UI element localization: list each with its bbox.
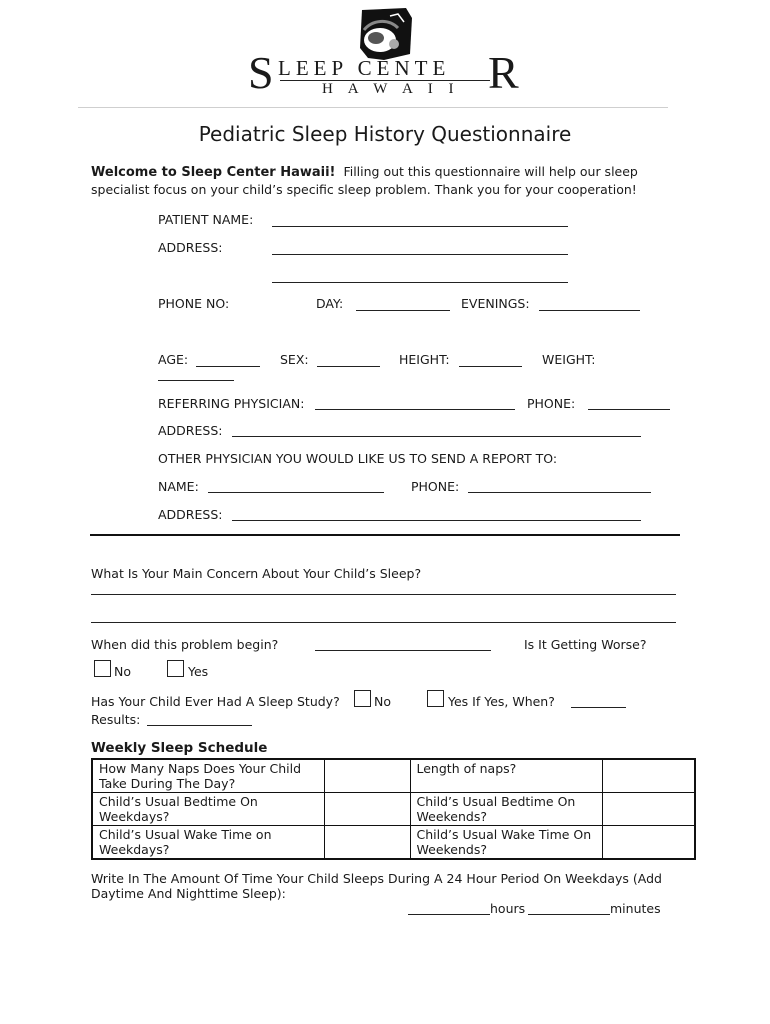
physician-address-label: ADDRESS:	[158, 423, 223, 438]
logo-small-text: LEEP CENTE	[278, 56, 451, 80]
referring-physician-field[interactable]	[315, 409, 515, 410]
physician-address-field[interactable]	[232, 436, 641, 437]
intro-bold: Welcome to Sleep Center Hawaii!	[91, 165, 336, 180]
results-label: Results:	[91, 712, 141, 727]
schedule-input-cell[interactable]	[324, 759, 410, 793]
phone-no-label: PHONE NO:	[158, 296, 230, 311]
other-physician-label: OTHER PHYSICIAN YOU WOULD LIKE US TO SEND A REPORT TO:	[158, 451, 558, 466]
schedule-label-cell: Child’s Usual Wake Time On Weekends?	[410, 826, 602, 860]
referring-physician-label: REFERRING PHYSICIAN:	[158, 396, 305, 411]
day-phone-field[interactable]	[356, 310, 450, 311]
height-field[interactable]	[459, 366, 522, 367]
schedule-label-cell: Child’s Usual Wake Time on Weekdays?	[92, 826, 324, 860]
age-label: AGE:	[158, 352, 189, 367]
schedule-label-cell: How Many Naps Does Your Child Take During The Day?	[92, 759, 324, 793]
study-when-field[interactable]	[571, 707, 626, 708]
referring-phone-label: PHONE:	[527, 396, 576, 411]
other-phone-label: PHONE:	[411, 479, 460, 494]
schedule-heading: Weekly Sleep Schedule	[91, 740, 268, 756]
table-row	[92, 759, 695, 793]
schedule-label-cell: Child’s Usual Bedtime On Weekdays?	[92, 793, 324, 826]
other-address-field[interactable]	[232, 520, 641, 521]
weight-label: WEIGHT:	[542, 352, 596, 367]
schedule-input-cell[interactable]	[602, 759, 695, 793]
evening-phone-field[interactable]	[539, 310, 640, 311]
main-concern-field-2[interactable]	[91, 622, 676, 623]
worse-no-label: No	[114, 664, 131, 679]
address-field-1[interactable]	[272, 254, 568, 255]
amount-line-1: Write In The Amount Of Time Your Child Sleeps During A 24 Hour Period On Weekdays (Add	[91, 871, 662, 886]
schedule-label-cell: Child’s Usual Bedtime On Weekends?	[410, 793, 602, 826]
main-concern-field-1[interactable]	[91, 594, 676, 595]
sleep-schedule-table	[91, 758, 696, 860]
hours-label: hours	[490, 901, 526, 916]
sex-label: SEX:	[280, 352, 309, 367]
header-divider	[78, 107, 668, 108]
day-label: DAY:	[316, 296, 344, 311]
table-row	[92, 826, 695, 860]
worse-yes-label: Yes	[188, 664, 209, 679]
schedule-label-cell: Length of naps?	[410, 759, 602, 793]
evenings-label: EVENINGS:	[461, 296, 530, 311]
worse-no-checkbox[interactable]	[94, 660, 111, 677]
weight-field[interactable]	[158, 380, 234, 381]
sex-field[interactable]	[317, 366, 380, 367]
minutes-label: minutes	[610, 901, 661, 916]
logo-subtext: H A W A I I	[322, 81, 460, 97]
when-began-label: When did this problem begin?	[91, 637, 279, 652]
logo-big-r: R	[488, 47, 519, 98]
schedule-input-cell[interactable]	[324, 793, 410, 826]
logo-big-s: S	[248, 47, 274, 98]
study-no-checkbox[interactable]	[354, 690, 371, 707]
main-concern-label: What Is Your Main Concern About Your Child’s Sleep?	[91, 566, 422, 581]
amount-line-2: Daytime And Nighttime Sleep):	[91, 886, 286, 901]
other-phone-field[interactable]	[468, 492, 651, 493]
other-name-label: NAME:	[158, 479, 199, 494]
hours-field[interactable]	[408, 914, 490, 915]
study-yes-checkbox[interactable]	[427, 690, 444, 707]
study-yes-when-label: Yes If Yes, When?	[448, 694, 555, 709]
schedule-input-cell[interactable]	[602, 826, 695, 860]
sleep-study-label: Has Your Child Ever Had A Sleep Study?	[91, 694, 340, 709]
table-row	[92, 793, 695, 826]
address-field-2[interactable]	[272, 282, 568, 283]
referring-phone-field[interactable]	[588, 409, 670, 410]
minutes-field[interactable]	[528, 914, 610, 915]
schedule-input-cell[interactable]	[602, 793, 695, 826]
getting-worse-label: Is It Getting Worse?	[524, 637, 647, 652]
intro-line-1	[91, 164, 638, 180]
page-title: Pediatric Sleep History Questionnaire	[198, 122, 572, 146]
study-no-label: No	[374, 694, 391, 709]
address-label: ADDRESS:	[158, 240, 223, 255]
logo	[248, 8, 528, 98]
worse-yes-checkbox[interactable]	[167, 660, 184, 677]
schedule-input-cell[interactable]	[324, 826, 410, 860]
when-began-field[interactable]	[315, 650, 491, 651]
section-divider	[90, 534, 680, 536]
patient-name-label: PATIENT NAME:	[158, 212, 254, 227]
other-name-field[interactable]	[208, 492, 384, 493]
age-field[interactable]	[196, 366, 260, 367]
intro-line-2: specialist focus on your child’s specific sleep problem. Thank you for your cooperation!	[91, 182, 637, 197]
height-label: HEIGHT:	[399, 352, 450, 367]
other-address-label: ADDRESS:	[158, 507, 223, 522]
results-field[interactable]	[147, 725, 252, 726]
patient-name-field[interactable]	[272, 226, 568, 227]
intro-rest: Filling out this questionnaire will help our sleep	[343, 164, 638, 179]
